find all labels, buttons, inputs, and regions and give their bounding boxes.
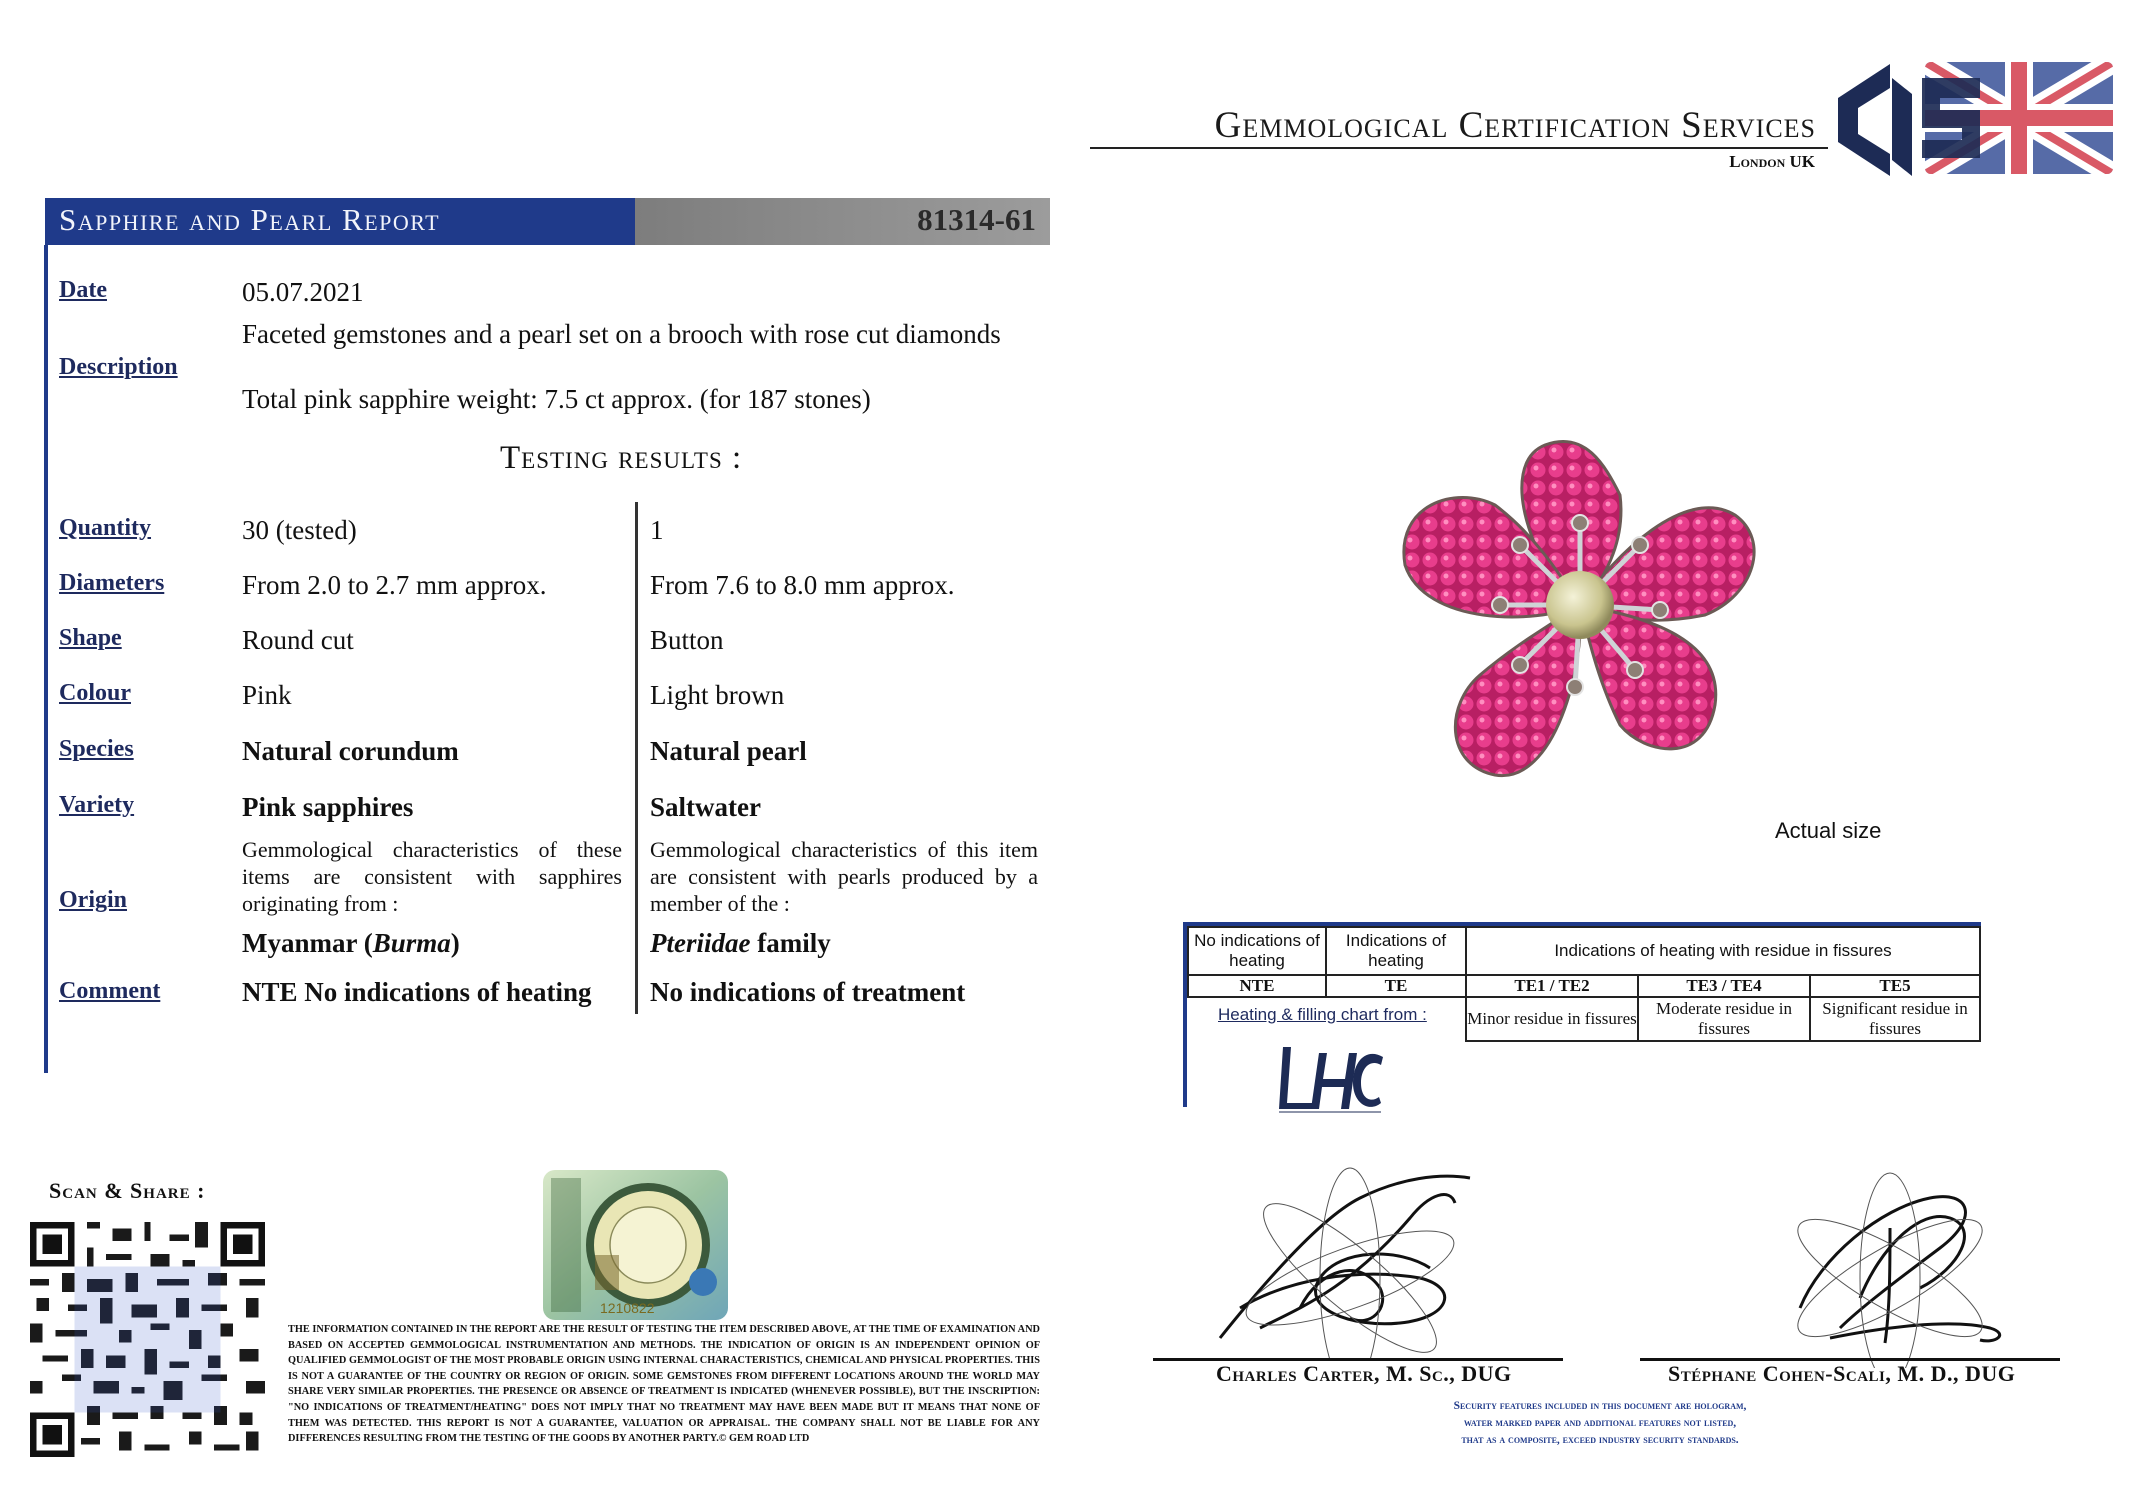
comment-pearl: No indications of treatment bbox=[650, 977, 966, 1007]
shape-pearl: Button bbox=[650, 625, 724, 655]
disclaimer-text: THE INFORMATION CONTAINED IN THE REPORT ARE THE RESULT OF TESTING THE ITEM DESCRIBED ABOVE, AT THE TIME OF EXAMINATION AND BASED ON ACCEPTED GEMMOLOGICAL INSTRUMENTATION AND METHODS. THE INDICATION OF ORIGIN IS AN INDEPENDENT OPINION OF QUALIFIED GEMMOLOGIST OF THE MOST PROBABLE ORIGIN USING INTERNAL CHARACTERISTICS, CHEMICAL AND PHYSICAL PROPERTIES. THIS IS NOT A GUARANTEE OF THE COUNTRY OR REGION OF ORIGIN. SOME GEMSTONES FROM DIFFERENT LOCATIONS AROUND THE WORLD MAY SHARE VERY SIMILAR PROPERTIES. THE PRESENCE OR ABSENCE OF TREATMENT IS INDICATED (WHENEVER POSSIBLE), BUT THE INSCRIPTION: "NO INDICATIONS OF TREATMENT/HEATING" DOES NOT IMPLY THAT NO TREATMENT MAY HAVE BEEN MADE BUT IT MEANS THAT NONE OF THEM WAS DETECTED. THIS REPORT IS NOT A GUARANTEE, VALUATION OR APPRAISAL. THE COMPANY SHALL NOT BE LIABLE FOR ANY DIFFERENCES RESULTING FROM THE TESTING OF THE GOODS BY ANOTHER PARTY.© GEM ROAD LTD bbox=[288, 1324, 1040, 1445]
te-title: Indications of heating bbox=[1325, 926, 1467, 976]
origin-label: Origin bbox=[59, 887, 128, 913]
species-label: Species bbox=[59, 736, 134, 762]
te5-code: TE5 bbox=[1809, 974, 1981, 998]
shape-sapphire: Round cut bbox=[242, 625, 354, 655]
quantity-sapphire: 30 (tested) bbox=[242, 515, 357, 545]
security-note bbox=[1340, 1398, 1860, 1449]
variety-label: Variety bbox=[59, 792, 135, 818]
species-sapphire: Natural corundum bbox=[242, 736, 459, 766]
colour-sapphire: Pink bbox=[242, 680, 292, 710]
gcs-logo bbox=[1830, 58, 2115, 183]
origin-pearl: Pteriidae family bbox=[650, 928, 831, 958]
report-banner bbox=[45, 198, 1050, 245]
security-line-1: Security features included in this document are hologram, bbox=[1453, 1400, 1747, 1412]
signer-2-name: Stéphane Cohen-Scali, M. D., DUG bbox=[1668, 1361, 2016, 1386]
colour-pearl: Light brown bbox=[650, 680, 785, 710]
date-value: 05.07.2021 bbox=[242, 277, 364, 307]
testing-results-title: Testing results : bbox=[500, 440, 743, 476]
quantity-label: Quantity bbox=[59, 515, 152, 541]
signature-charles-carter bbox=[1200, 1158, 1500, 1358]
report-title: Sapphire and Pearl Report bbox=[59, 202, 441, 237]
origin-sapphire: Myanmar (Burma) bbox=[242, 928, 460, 958]
brooch-photo bbox=[1385, 425, 1775, 800]
qr-code[interactable] bbox=[30, 1222, 265, 1457]
quantity-pearl: 1 bbox=[650, 515, 664, 545]
description-line1: Faceted gemstones and a pearl set on a brooch with rose cut diamonds bbox=[242, 319, 1001, 349]
diameters-label: Diameters bbox=[59, 570, 165, 596]
company-name: Gemmological Certification Services bbox=[1214, 105, 1816, 146]
scan-share-label: Scan & Share : bbox=[49, 1178, 206, 1203]
variety-sapphire: Pink sapphires bbox=[242, 792, 414, 822]
colour-label: Colour bbox=[59, 680, 131, 706]
column-divider bbox=[635, 502, 638, 1014]
variety-pearl: Saltwater bbox=[650, 792, 761, 822]
comment-sapphire: NTE No indications of heating bbox=[242, 977, 592, 1007]
heating-chart-link[interactable]: Heating & filling chart from : bbox=[1218, 1005, 1427, 1024]
te5-desc: Significant residue in fissures bbox=[1809, 996, 1981, 1042]
origin-note-pearl: Gemmological characteristics of this item are consistent with pearls produced by a member of the : bbox=[650, 837, 1038, 916]
comment-label: Comment bbox=[59, 978, 161, 1004]
diameters-sapphire: From 2.0 to 2.7 mm approx. bbox=[242, 570, 547, 600]
diameters-pearl: From 7.6 to 8.0 mm approx. bbox=[650, 570, 955, 600]
left-accent-bar bbox=[44, 245, 48, 1073]
te34-desc: Moderate residue in fissures bbox=[1637, 996, 1811, 1042]
signature-stephane-cohen-scali bbox=[1740, 1168, 2040, 1368]
signer-1-name: Charles Carter, M. Sc., DUG bbox=[1216, 1361, 1512, 1386]
te-code: TE bbox=[1325, 974, 1467, 998]
date-label: Date bbox=[59, 277, 107, 303]
docloc-hologram bbox=[543, 1170, 728, 1320]
te34-code: TE3 / TE4 bbox=[1637, 974, 1811, 998]
security-line-3: that as a composite, exceed industry security standards. bbox=[1461, 1434, 1739, 1446]
residue-group-title: Indications of heating with residue in fissures bbox=[1465, 926, 1981, 976]
company-location: London UK bbox=[1729, 152, 1815, 171]
description-line2: Total pink sapphire weight: 7.5 ct approx. (for 187 stones) bbox=[242, 384, 871, 414]
nte-title: No indications of heating bbox=[1187, 926, 1327, 976]
shape-label: Shape bbox=[59, 625, 122, 651]
description-label: Description bbox=[59, 354, 178, 380]
hologram-number: 1210822 bbox=[600, 1300, 655, 1316]
actual-size-caption: Actual size bbox=[1775, 818, 1882, 843]
lhc-logo bbox=[1275, 1043, 1385, 1113]
report-number: 81314-61 bbox=[917, 202, 1036, 237]
origin-note-sapphire: Gemmological characteristics of these items are consistent with sapphires originating from : bbox=[242, 837, 622, 916]
security-line-2: water marked paper and additional features not listed, bbox=[1463, 1417, 1737, 1429]
species-pearl: Natural pearl bbox=[650, 736, 807, 766]
nte-code: NTE bbox=[1187, 974, 1327, 998]
te12-desc: Minor residue in fissures bbox=[1465, 996, 1639, 1042]
te12-code: TE1 / TE2 bbox=[1465, 974, 1639, 998]
header-rule bbox=[1090, 147, 1828, 149]
